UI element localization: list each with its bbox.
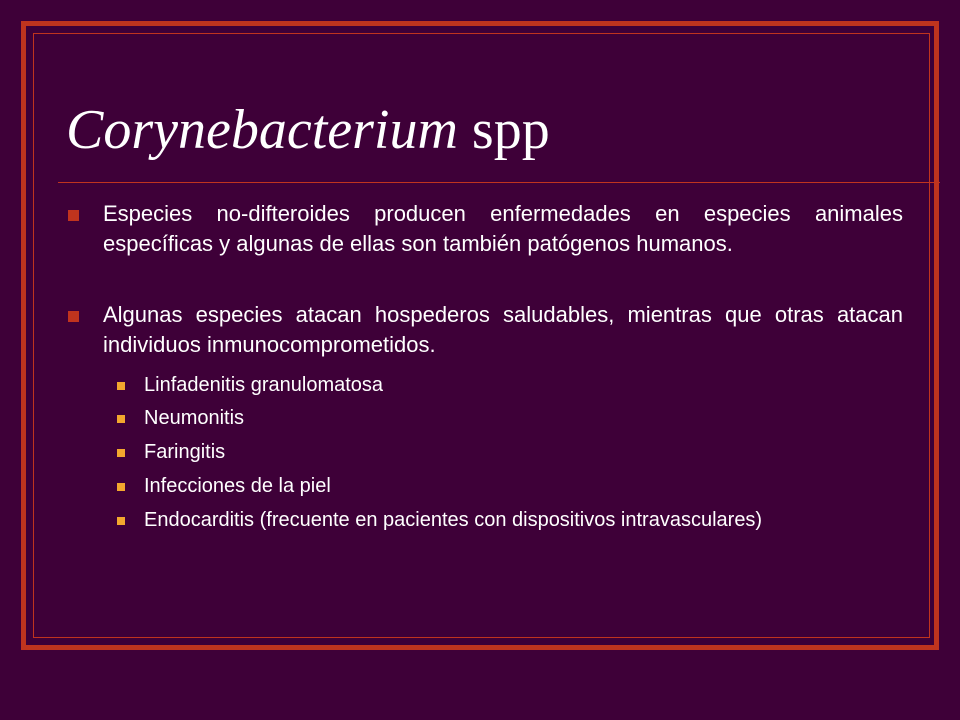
bullet-square-icon [68,210,79,221]
sub-bullet-square-icon [117,449,125,457]
bullet-square-icon [68,311,79,322]
slide-title-rest: spp [457,99,550,161]
slide-title-italic: Corynebacterium [66,99,458,161]
sub-bullet-square-icon [117,483,125,491]
bullet-item: Especies no-difteroides producen enfermedades en especies animales específicas y algunas de ellas son también patógenos humanos. [103,201,903,256]
sub-bullet-item: Endocarditis (frecuente en pacientes con dispositivos intravasculares) [144,509,763,531]
sub-bullet-square-icon [117,517,125,525]
sub-bullet-item: Neumonitis [144,407,245,429]
sub-bullet-item: Faringitis [144,441,226,463]
bullet-item: Algunas especies atacan hospederos saludables, mientras que otras atacan individuos inmunocomprometidos. [103,302,903,357]
sub-bullet-item: Infecciones de la piel [144,475,331,497]
sub-bullet-square-icon [117,415,125,423]
sub-bullet-item: Linfadenitis granulomatosa [144,374,384,396]
sub-bullet-square-icon [117,382,125,390]
